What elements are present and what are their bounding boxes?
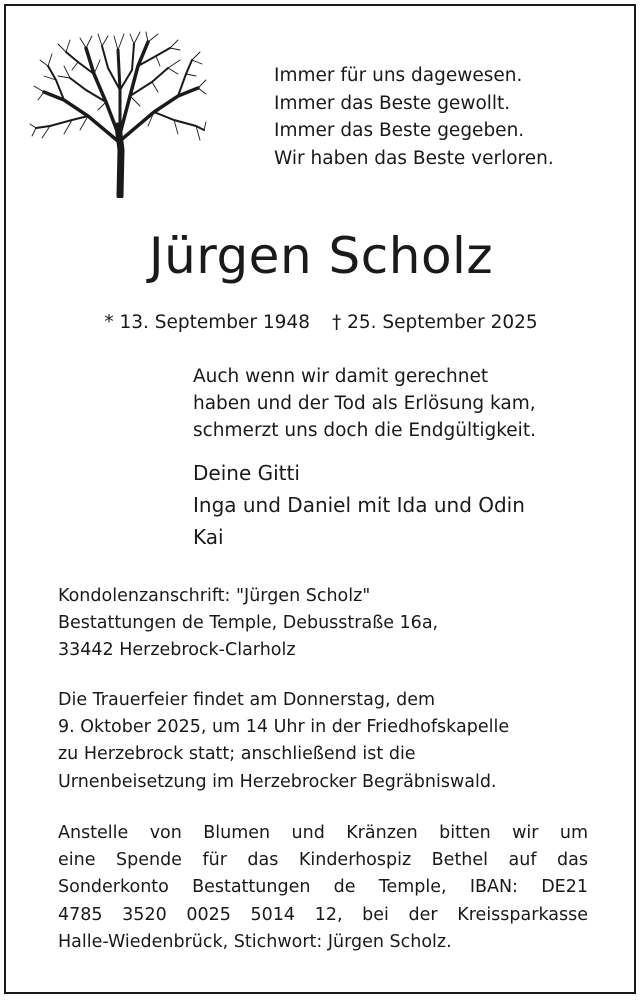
donation-line: eine Spende für das Kinderhospiz Bethel auf das: [58, 850, 588, 871]
farewell-quote: [193, 363, 536, 444]
mourners-list: [193, 457, 525, 553]
funeral-info: [58, 687, 588, 796]
motto-line: Immer für uns dagewesen.: [274, 65, 523, 86]
motto-verse: [274, 62, 554, 172]
donation-line: Sonderkonto Bestattungen de Temple, IBAN: DE21: [58, 877, 588, 898]
funeral-line: 9. Oktober 2025, um 14 Uhr in der Friedhofskapelle: [58, 717, 510, 738]
donation-line: 4785 3520 0025 5014 12, bei der Kreissparkasse: [58, 904, 588, 925]
motto-line: Immer das Beste gewollt.: [274, 92, 511, 114]
quote-line: Auch wenn wir damit gerechnet: [193, 366, 489, 387]
deceased-name: Jürgen Scholz: [148, 227, 494, 285]
donation-request: [58, 820, 588, 956]
funeral-line: zu Herzebrock statt; anschließend ist die: [58, 744, 416, 765]
quote-line: haben und der Tod als Erlösung kam,: [193, 393, 536, 414]
mourner-line: Kai: [193, 525, 224, 549]
tree-icon: [28, 30, 208, 198]
quote-line: schmerzt uns doch die Endgültigkeit.: [193, 420, 536, 441]
address-line: 33442 Herzebrock-Clarholz: [58, 640, 296, 661]
mourner-line: Inga und Daniel mit Ida und Odin: [193, 493, 525, 517]
donation-line: Halle-Wiedenbrück, Stichwort: Jürgen Scholz.: [58, 931, 452, 952]
condolence-address: [58, 583, 588, 665]
birth-date: * 13. September 1948: [104, 312, 310, 333]
motto-line: Immer das Beste gegeben.: [274, 120, 525, 141]
address-line: Kondolenzanschrift: "Jürgen Scholz": [58, 586, 371, 606]
motto-line: Wir haben das Beste verloren.: [274, 147, 554, 169]
donation-line: Anstelle von Blumen und Kränzen bitten wir um: [58, 823, 588, 843]
life-dates: [0, 312, 642, 333]
address-line: Bestattungen de Temple, Debusstraße 16a,: [58, 613, 439, 634]
death-date: † 25. September 2025: [332, 312, 538, 333]
mourner-line: Deine Gitti: [193, 461, 300, 485]
funeral-line: Urnenbeisetzung im Herzebrocker Begräbniswald.: [58, 771, 497, 792]
funeral-line: Die Trauerfeier findet am Donnerstag, dem: [58, 690, 436, 710]
